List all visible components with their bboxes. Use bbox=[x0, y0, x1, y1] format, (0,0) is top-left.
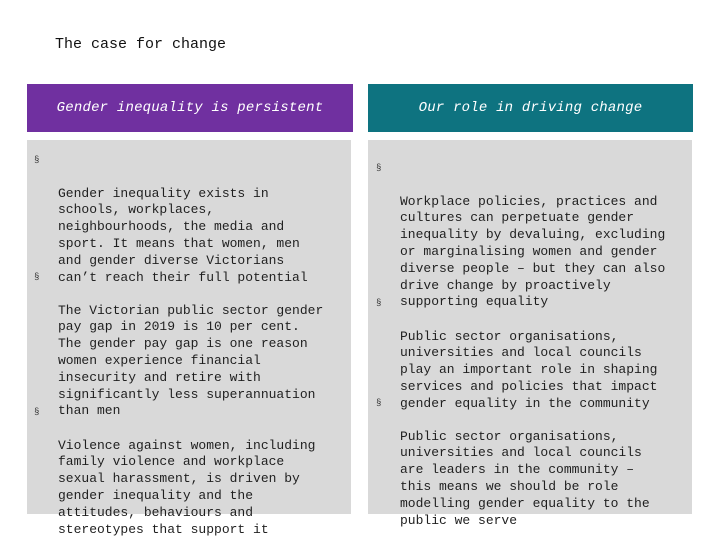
left-bullet-item bbox=[34, 152, 346, 286]
left-bullet-item bbox=[34, 404, 346, 538]
left-bullet-text: Violence against women, including family violence and workplace sexual harassment, is driven by gender inequality and the attitudes, behaviours and stereotypes that support it bbox=[58, 437, 316, 537]
bullet-icon: § bbox=[34, 272, 40, 282]
bullet-icon: § bbox=[376, 163, 382, 173]
right-bullet-text: Workplace policies, practices and cultures can perpetuate gender inequality by devaluing, excluding or marginalising women and gender diverse people – but they can also drive change by proactively supporting equality bbox=[400, 193, 666, 310]
left-column-header bbox=[27, 84, 353, 132]
right-panel bbox=[368, 140, 692, 528]
left-bullet-item bbox=[34, 269, 346, 420]
left-bullet-text: Gender inequality exists in schools, workplaces, neighbourhoods, the media and sport. It means that women, men and gender diverse Victorians can’t reach their full potential bbox=[58, 185, 308, 285]
page-title: The case for change bbox=[55, 36, 227, 53]
bullet-icon: § bbox=[376, 298, 382, 308]
right-bullet-text: Public sector organisations, universities and local councils are leaders in the community – this means we should be role modelling gender equality to the public we serve bbox=[400, 428, 650, 528]
right-bullet-item bbox=[376, 395, 688, 529]
right-column-header-label: Our role in driving change bbox=[418, 100, 643, 116]
right-bullet-item bbox=[376, 160, 688, 311]
right-bullet-text: Public sector organisations, universities and local councils play an important role in shaping services and policies that impact gender equality in the community bbox=[400, 328, 658, 411]
bullet-icon: § bbox=[34, 155, 40, 165]
bullet-icon: § bbox=[34, 407, 40, 417]
bullet-icon: § bbox=[376, 398, 382, 408]
left-bullet-text: The Victorian public sector gender pay gap in 2019 is 10 per cent. The gender pay gap is one reason women experience financial insecurity and retire with significantly less superannuation than men bbox=[58, 302, 324, 419]
left-column-header-label: Gender inequality is persistent bbox=[56, 100, 324, 116]
left-panel bbox=[27, 140, 351, 537]
right-column-header bbox=[368, 84, 693, 132]
